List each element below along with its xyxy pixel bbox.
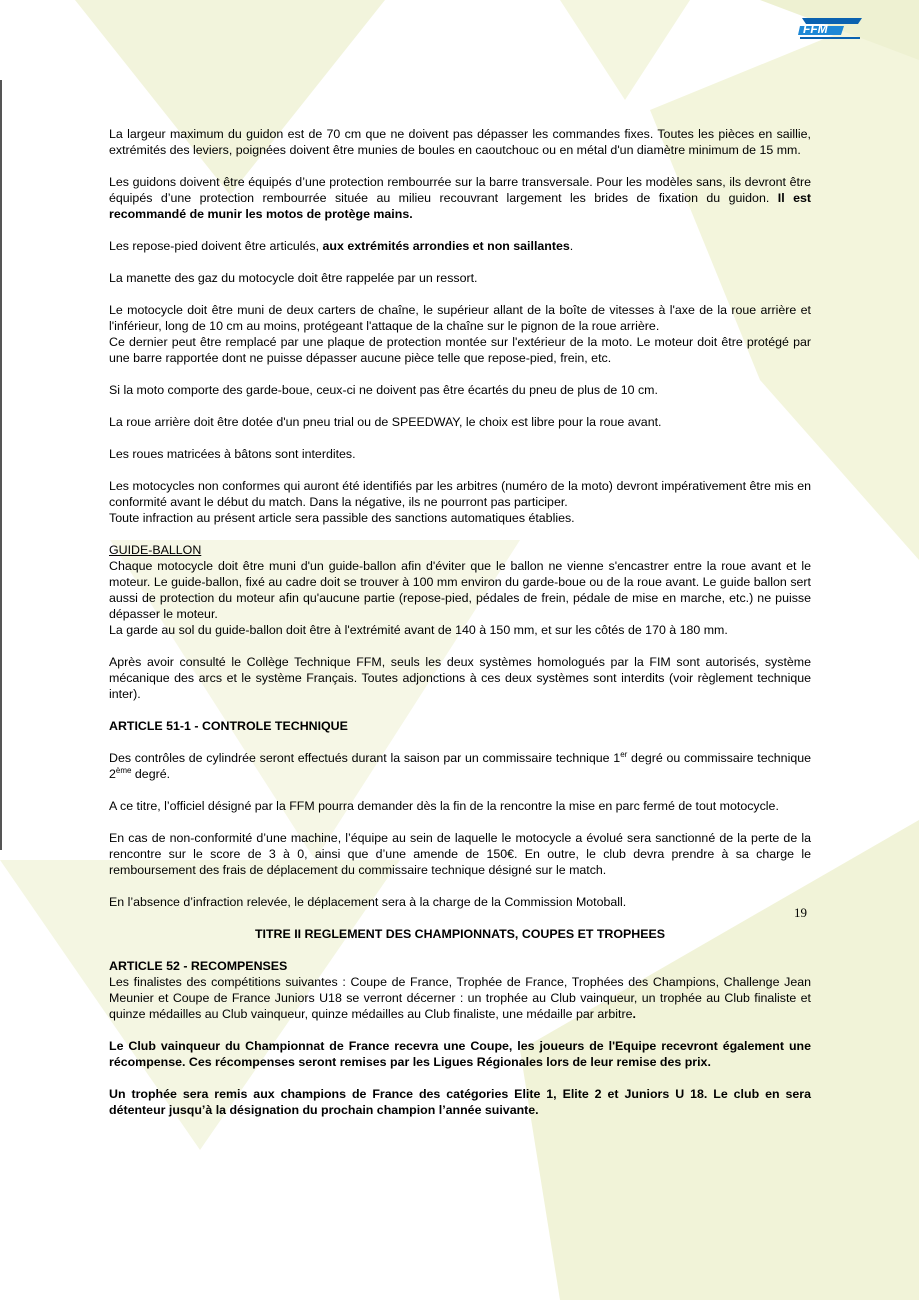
article-heading: ARTICLE 52 - RECOMPENSES [109,959,288,973]
paragraph: Le motocycle doit être muni de deux carters de chaîne, le supérieur allant de la boîte de vitesses à l'axe de la roue arrière et l'inférieur, long de 10 cm au moins, protégeant l'attaque de la chaîne sur le pignon de la roue arrière. Ce dernier peut être remplacé par une plaque de protection montée sur l'extérieur de la moto. Le moteur doit être protégé par une barre rapportée dont ne puisse dépasser aucune pièce telle que repose-pied, frein, etc. [109,303,811,365]
paragraph: Après avoir consulté le Collège Technique FFM, seuls les deux systèmes homologués par la FIM sont autorisés, système mécanique des arcs et le système Français. Toutes adjonctions à ces deux systèmes sont interdits (voir règlement technique inter). [109,655,811,701]
paragraph: La roue arrière doit être dotée d'un pneu trial ou de SPEEDWAY, le choix est libre pour la roue avant. [109,415,662,429]
paragraph: Les repose-pied doivent être articulés, aux extrémités arrondies et non saillantes. [109,239,574,253]
paragraph: Les motocycles non conformes qui auront été identifiés par les arbitres (numéro de la moto) devront impérativement être mis en conformité avant le début du match. Dans la négative, ils ne pourront pas participer. Toute infraction au présent article sera passible des sanctions automatiques établies. [109,479,811,525]
article-heading: ARTICLE 51-1 - CONTROLE TECHNIQUE [109,719,348,733]
ffm-logo-icon [798,16,864,42]
section-heading: GUIDE-BALLON [109,543,202,557]
left-margin-rule [0,80,2,850]
document-body [109,126,811,1118]
paragraph: En l’absence d’infraction relevée, le déplacement sera à la charge de la Commission Motoball. [109,895,627,909]
paragraph: Des contrôles de cylindrée seront effectués durant la saison par un commissaire technique 1er degré ou commissaire technique 2ème degré. [109,750,811,781]
paragraph: Les guidons doivent être équipés d’une protection rembourrée sur la barre transversale. Pour les modèles sans, ils devront être équipés d’une protection rembourrée située au milieu recouvrant largement les brides de fixation du guidon. Il est recommandé de munir les motos de protège mains. [109,175,811,221]
paragraph: Le Club vainqueur du Championnat de France recevra une Coupe, les joueurs de l'Equipe recevront également une récompense. Ces récompenses seront remises par les Ligues Régionales lors de leur remise des prix. [109,1039,811,1069]
paragraph: A ce titre, l’officiel désigné par la FFM pourra demander dès la fin de la rencontre la mise en parc fermé de tout motocycle. [109,799,779,813]
title-heading: TITRE II REGLEMENT DES CHAMPIONNATS, COUPES ET TROPHEES [254,927,666,941]
paragraph: En cas de non-conformité d’une machine, l’équipe au sein de laquelle le motocycle a évolué sera sanctionné de la perte de la rencontre sur le score de 3 à 0, ainsi que d’une amende de 150€. En outre, le club devra prendre à sa charge le remboursement des frais de déplacement du commissaire technique désigné sur le match. [109,831,811,877]
paragraph: La largeur maximum du guidon est de 70 cm que ne doivent pas dépasser les commandes fixes. Toutes les pièces en saillie, extrémités des leviers, poignées doivent être munies de boules en caoutchouc ou en métal d'un diamètre minimum de 15 mm. [109,127,811,157]
article-52-section: ARTICLE 52 - RECOMPENSES Les finalistes des compétitions suivantes : Coupe de France, Trophée de France, Trophées des Champions, Challenge Jean Meunier et Coupe de France Juniors U18 se verront décerner : un trophée au Club vainqueur, un trophée au Club finaliste et quinze médailles au Club vainqueur, quinze médailles au Club finaliste, une médaille par arbitre. [109,959,811,1021]
paragraph: Si la moto comporte des garde-boue, ceux-ci ne doivent pas être écartés du pneu de plus de 10 cm. [109,383,658,397]
paragraph: La manette des gaz du motocycle doit être rappelée par un ressort. [109,271,478,285]
guide-ballon-section: GUIDE-BALLON Chaque motocycle doit être muni d'un guide-ballon afin d'éviter que le ballon ne vienne s'encastrer entre la roue avant et le moteur. Le guide-ballon, fixé au cadre doit se trouver à 100 mm environ du garde-boue ou de la roue avant. Le guide ballon sert aussi de protection du moteur afin qu'aucune partie (repose-pied, pédales de frein, pédale de mise en marche, etc.) ne puisse dépasser le moteur. La garde au sol du guide-ballon doit être à l'extrémité avant de 140 à 150 mm, et sur les côtés de 170 à 180 mm. [109,543,811,637]
paragraph: Un trophée sera remis aux champions de France des catégories Elite 1, Elite 2 et Juniors U 18. Le club en sera détenteur jusqu’à la désignation du prochain champion l’année suivante. [109,1087,811,1117]
paragraph: Les roues matricées à bâtons sont interdites. [109,447,356,461]
page-number: 19 [794,905,807,920]
logo-text: FFM [803,22,828,36]
